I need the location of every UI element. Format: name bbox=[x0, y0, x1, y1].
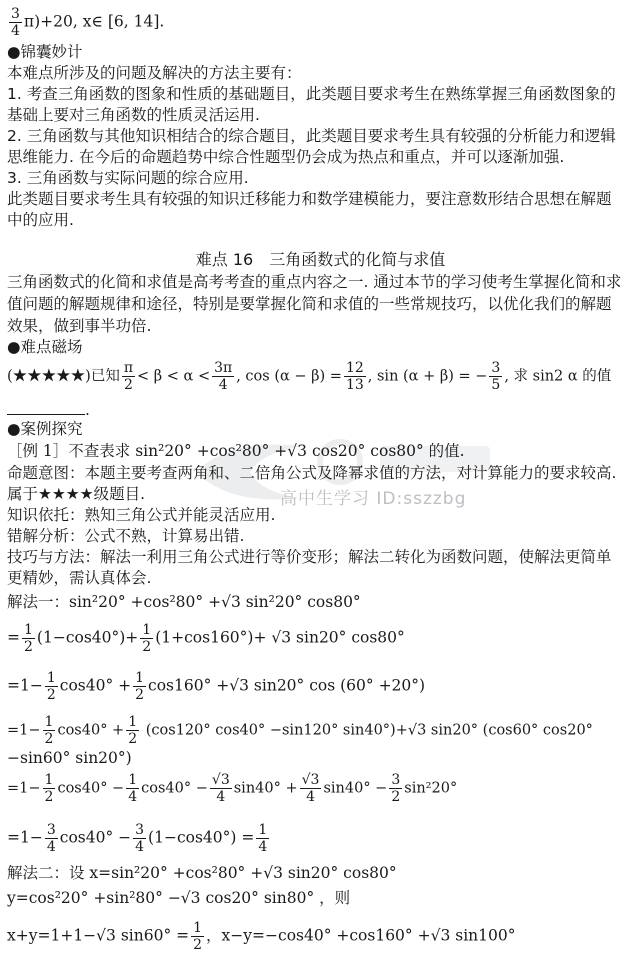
section-difficulty: ● 难点磁场 bbox=[7, 337, 634, 357]
solution-1-step-3b: −sin60° sin20°) bbox=[7, 749, 132, 767]
fraction: $\frac{1}{2}$ bbox=[193, 920, 203, 953]
fraction: $\frac{3}{5}$ bbox=[491, 360, 501, 393]
line-20: 命题意图：本题主要考查两角和、二倍角公式及降幂求值的方法，对计算能力的要求较高. bbox=[7, 464, 617, 482]
fraction: $\frac{1}{2}$ bbox=[44, 772, 54, 805]
section-cases: ● 案例探究 bbox=[7, 419, 634, 439]
example-1: ［例 1］不查表求 sin²20° +cos²80° +√3 cos20° cos80° 的值. bbox=[7, 442, 465, 460]
fraction: $\frac{1}{2}$ bbox=[142, 622, 152, 655]
line-22: 知识依托：熟知三角公式并能灵活应用. bbox=[7, 506, 276, 524]
problem-statement: (★★★★★)已知 $\frac{\pi}{2}$ < β < α < $\frac{3\pi}{4}$ , cos (α − β) = $\frac{12}{13}$ , sin (α + β) = − $\frac{3}{5}$ , 求 sin2 α 的值 bbox=[7, 360, 612, 393]
fraction: $\frac{\pi}{2}$ bbox=[123, 360, 134, 393]
fraction: $\frac{√3}{4}$ bbox=[301, 772, 320, 805]
solution-1-title: 解法一：sin²20° +cos²80° +√3 sin²20° cos80° bbox=[7, 593, 361, 611]
line-03: 本难点所涉及的问题及解决的方法主要有： bbox=[7, 64, 302, 82]
fraction: $\frac{3\pi}{4}$ bbox=[214, 360, 233, 393]
line-14: 效果，做到事半功倍. bbox=[7, 317, 152, 335]
fraction: $\frac{1}{4}$ bbox=[258, 822, 268, 855]
line-09: 此类题目要求考生具有较强的知识迁移能力和数学建模能力，要注意数形结合思想在解题 bbox=[7, 190, 612, 208]
fraction: $\frac{1}{2}$ bbox=[46, 670, 56, 703]
solution-1-step-5: =1− $\frac{3}{4}$ cos40° − $\frac{3}{4}$ (1−cos40°) = $\frac{1}{4}$ bbox=[7, 822, 268, 855]
fraction: $\frac{1}{2}$ bbox=[44, 714, 54, 747]
line-05: 基础上要对三角函数的性质灵活运用. bbox=[7, 106, 260, 124]
solution-1-step-3: =1− $\frac{1}{2}$ cos40° + $\frac{1}{2}$ (cos120° cos40° −sin120° sin40°)+√3 sin20° (cos60° cos20° bbox=[7, 714, 593, 747]
solution-2-line-1: 解法二：设 x=sin²20° +cos²80° +√3 sin20° cos80° bbox=[7, 864, 397, 882]
solution-1-step-4: =1− $\frac{1}{2}$ cos40° − $\frac{1}{4}$ cos40° − $\frac{√3}{4}$ sin40° + $\frac{√3}{4}$ sin40° − $\frac{3}{2}$ sin²20° bbox=[7, 772, 458, 805]
watermark-text: 高中生学习 ID:sszzbg bbox=[280, 489, 467, 509]
fraction: $\frac{3}{4}$ bbox=[46, 822, 56, 855]
line-04: 1. 考查三角函数的图象和性质的基础题目，此类题目要求考生在熟练掌握三角函数图象的 bbox=[7, 85, 616, 103]
fraction: $\frac{3}{4}$ bbox=[135, 822, 145, 855]
chapter-heading: 难点 16 三角函数式的化简与求值 bbox=[195, 250, 446, 269]
fraction: $\frac{3}{4}$ bbox=[11, 6, 20, 39]
solution-2-line-2: y=cos²20° +sin²80° −√3 cos20° sin80° ，则 bbox=[7, 889, 351, 907]
fraction: $\frac{1}{2}$ bbox=[135, 670, 145, 703]
line-23: 错解分析：公式不熟，计算易出错. bbox=[7, 527, 245, 545]
fraction: $\frac{1}{4}$ bbox=[128, 772, 138, 805]
fraction: $\frac{√3}{4}$ bbox=[211, 772, 230, 805]
answer-blank bbox=[7, 414, 85, 415]
line-13: 值问题的解题规律和途径，特别是要掌握化简和求值的一些常规技巧，以优化我们的解题 bbox=[7, 295, 612, 313]
line-12: 三角函数式的化简和求值是高考考查的重点内容之一. 通过本节的学习使考生掌握化简和求 bbox=[7, 273, 622, 291]
line-10: 中的应用. bbox=[7, 211, 74, 229]
solution-1-step-2: =1− $\frac{1}{2}$ cos40° + $\frac{1}{2}$ cos160° +√3 sin20° cos (60° +20°) bbox=[7, 670, 426, 703]
fraction: $\frac{1}{2}$ bbox=[24, 622, 33, 655]
line-08: 3. 三角函数与实际问题的综合应用. bbox=[7, 169, 249, 187]
line-24: 技巧与方法：解法一利用三角公式进行等价变形；解法二转化为函数问题，使解法更简单 bbox=[7, 548, 612, 566]
solution-1-step-1: = $\frac{1}{2}$ (1−cos40°)+ $\frac{1}{2}$ (1+cos160°)+ √3 sin20° cos80° bbox=[7, 622, 405, 655]
answer-blank-line: . bbox=[7, 400, 634, 420]
line-21: 属于★★★★级题目. bbox=[7, 485, 146, 503]
section-tips: ● 锦囊妙计 bbox=[7, 42, 634, 62]
line-01: $\frac{3}{4}$ π)+20, x∈ [6, 14]. bbox=[11, 6, 165, 39]
fraction: $\frac{3}{2}$ bbox=[391, 772, 401, 805]
line-07: 思维能力. 在今后的命题趋势中综合性题型仍会成为热点和重点，并可以逐渐加强. bbox=[7, 148, 565, 166]
fraction: $\frac{1}{2}$ bbox=[128, 714, 138, 747]
line-25: 更精妙，需认真体会. bbox=[7, 569, 152, 587]
fraction: $\frac{12}{13}$ bbox=[345, 360, 364, 393]
solution-2-line-3: x+y=1+1−√3 sin60° = $\frac{1}{2}$ ，x−y=−cos40° +cos160° +√3 sin100° bbox=[7, 920, 516, 953]
line-06: 2. 三角函数与其他知识相结合的综合题目，此类题目要求考生具有较强的分析能力和逻辑 bbox=[7, 127, 616, 145]
